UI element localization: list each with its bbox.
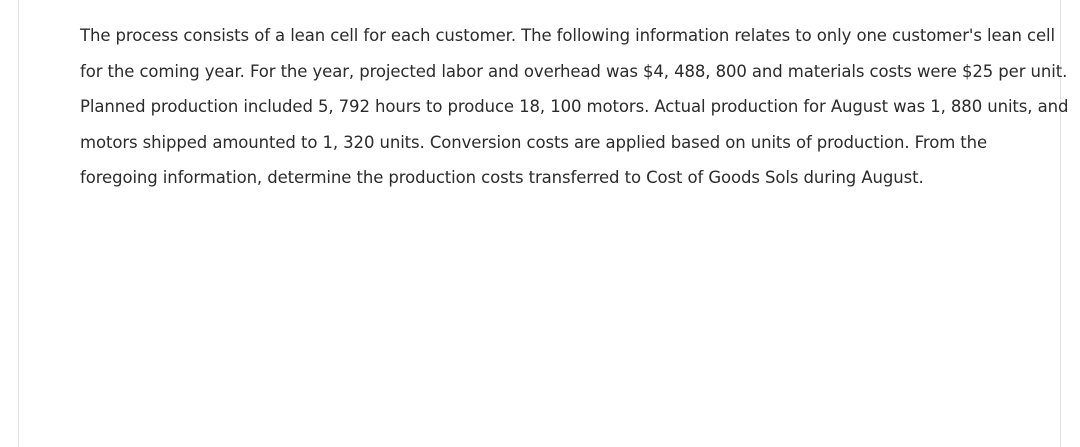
question-card xyxy=(18,0,1069,447)
question-line-2: for the coming year. For the year, projected labor and overhead was $4, 488, 800 and materials costs were $25 per unit. xyxy=(80,61,1068,81)
question-line-5: foregoing information, determine the production costs transferred to Cost of Goods Sols during August. xyxy=(80,168,924,187)
question-text xyxy=(80,18,1069,196)
question-line-1: The process consists of a lean cell for each customer. The following information relates to only one customer's lean cell xyxy=(80,26,1056,45)
question-line-4: motors shipped amounted to 1, 320 units. Conversion costs are applied based on units of production. From the xyxy=(80,132,988,152)
question-line-3: Planned production included 5, 792 hours to produce 18, 100 motors. Actual production for August was 1, 880 units, and xyxy=(80,97,1069,116)
